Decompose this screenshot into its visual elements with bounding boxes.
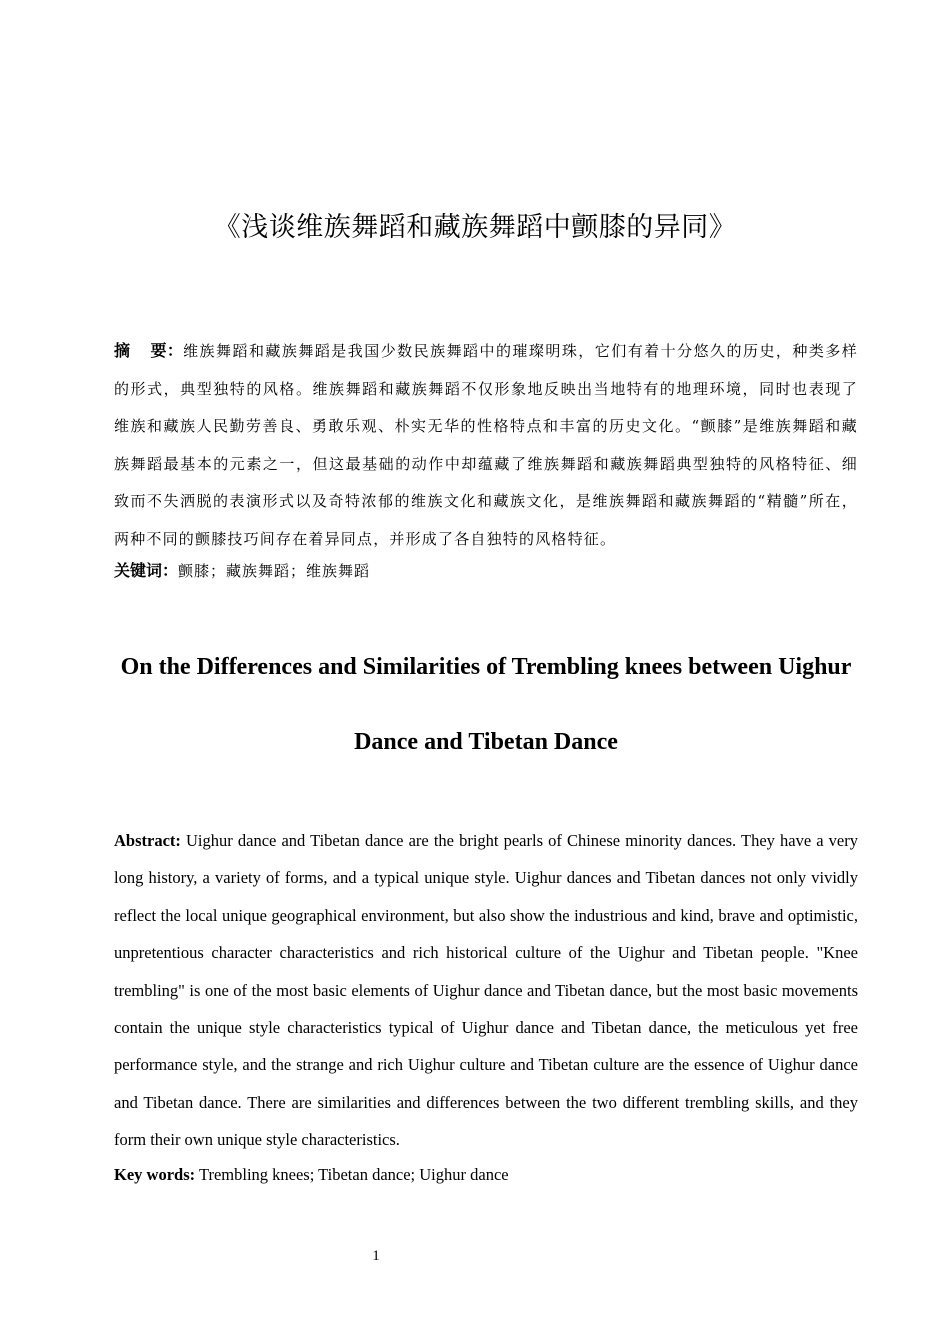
english-abstract-text: Uighur dance and Tibetan dance are the bright pearls of Chinese minority dances. They have a very long history, a variety of forms, and a typical unique style. Uighur dances and Tibetan dances not only vividly reflect the local unique geographical environment, but also show the industrious and kind, brave and optimistic, unpretentious character characteristics and rich historical culture of the Uighur and Tibetan people. "Knee trembling" is one of the most basic elements of Uighur dance and Tibetan dance, but the most basic movements contain the unique style characteristics typical of Uighur dance and Tibetan dance, the meticulous yet free performance style, and the strange and rich Uighur culture and Tibetan culture are the essence of Uighur dance and Tibetan dance. There are similarities and differences between the two different trembling skills, and they form their own unique style characteristics. [114,831,858,1150]
english-abstract [114,822,858,1159]
chinese-keywords-text: 颤膝；藏族舞蹈；维族舞蹈 [178,562,371,580]
chinese-abstract-text: 维族舞蹈和藏族舞蹈是我国少数民族舞蹈中的璀璨明珠，它们有着十分悠久的历史，种类多样的形式，典型独特的风格。维族舞蹈和藏族舞蹈不仅形象地反映出当地特有的地理环境，同时也表现了维族和藏族人民勤劳善良、勇敢乐观、朴实无华的性格特点和丰富的历史文化。“颤膝”是维族舞蹈和藏族舞蹈最基本的元素之一，但这最基础的动作中却蕴藏了维族舞蹈和藏族舞蹈典型独特的风格特征、细致而不失洒脱的表演形式以及奇特浓郁的维族文化和藏族文化，是维族舞蹈和藏族舞蹈的“精髓”所在，两种不同的颤膝技巧间存在着异同点，并形成了各自独特的风格特征。 [114,342,858,548]
chinese-abstract-label [114,341,183,360]
english-keywords [114,1160,858,1190]
english-keywords-label: Key words: [114,1165,196,1184]
english-title: On the Differences and Similarities of Trembling knees between Uighur Dance and Tibetan Dance [120,654,852,755]
chinese-abstract [114,332,858,558]
page-number: 1 [372,1248,380,1264]
chinese-title: 《浅谈维族舞蹈和藏族舞蹈中颤膝的异同》 [213,212,737,243]
chinese-keywords-label: 关键词： [114,561,179,580]
chinese-abstract-label-first: 摘 [114,341,131,360]
english-abstract-label: Abstract: [114,831,181,850]
english-keywords-text: Trembling knees; Tibetan dance; Uighur dance [198,1165,509,1184]
chinese-keywords [114,556,858,586]
chinese-abstract-label-second: 要： [150,341,184,360]
